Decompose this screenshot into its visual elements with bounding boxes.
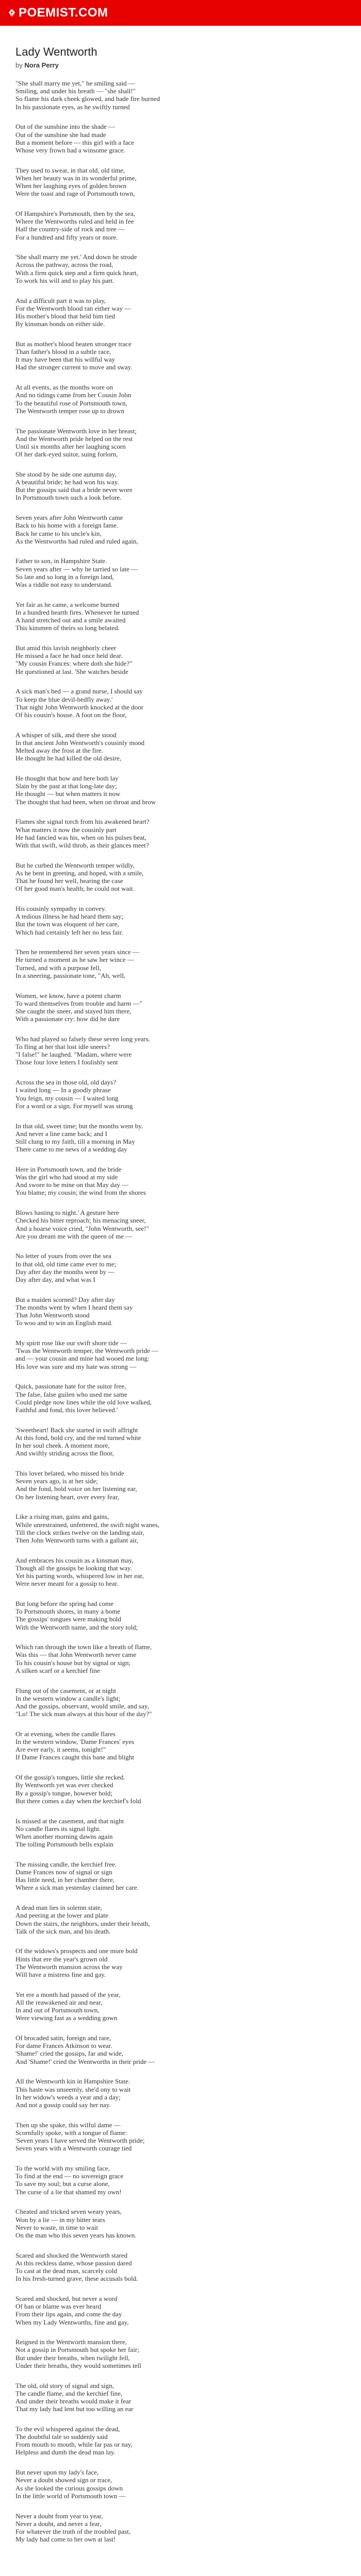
poem-line: You feign, my cousin — I waited long (15, 1094, 119, 1102)
poem-line: The false, false guilen who used me same (15, 1390, 127, 1398)
poem-line: In her soul cheek. A moment more, (15, 1442, 110, 1450)
poem-line: To his cousin's house but by signal or sign; (15, 1658, 131, 1667)
poem-line: The passionate Wentworth love in her breast; (15, 427, 137, 435)
poem-line: And a difficult part it was to play, (15, 296, 106, 304)
poem-line: And under their breaths would make it fear (15, 2397, 132, 2405)
poem-line: Never to waste, in time to wait (15, 2223, 98, 2231)
poem-line: Like a rising man, gains and gains, (15, 1513, 109, 1521)
poem-line: All the reawakened air and near, (15, 1998, 103, 2006)
poem-line: Day after day the months went by — (15, 1267, 115, 1276)
poem-line: What matters it now the cousinly part (15, 825, 117, 834)
poem-line: He thought that how and here both lay (15, 774, 119, 782)
stanza (15, 1904, 346, 1935)
poem-line: Across the sea in those old, old days? (15, 1078, 116, 1087)
poem-line: "She shall marry me yet," he smiling said — (15, 79, 135, 87)
stanza (15, 948, 346, 979)
poem-line: To find at the end — no sovereign grace (15, 2172, 124, 2180)
poem-line: Of Hampshire's Portsmouth, then by the sea, (15, 209, 135, 217)
poem-line: Turned, and with a purpose fell, (15, 963, 101, 972)
poem-line: But a maiden scorned? Day after day (15, 1295, 115, 1303)
stanza (15, 1860, 346, 1892)
poem-line: Is missed at the casement, and that night (15, 1817, 124, 1825)
poem-line: The Wentworth temper rose up to drown (15, 406, 124, 415)
poem-line: To work his will and to play his part. (15, 276, 114, 284)
poem-line: The curse of a lie that shamed my own! (15, 2188, 122, 2196)
stanza (15, 687, 346, 719)
poem-line: Seven years ago, is at her side; (15, 1477, 98, 1485)
poem-line: That my lady had lent but too willing an ear (15, 2405, 134, 2413)
poem-line: Scared and shocked, but never a word (15, 2294, 118, 2302)
poem-line: In her widow's weeds a year and a day; (15, 2093, 121, 2101)
poem-line: When my Lady Wentworths, fine and gay, (15, 2318, 129, 2326)
poem-line: With a firm quick step and a firm quick heart, (15, 268, 138, 277)
poem-line: Still clung to my faith, till a morning in May (15, 1137, 135, 1145)
poem-line: Were never meant for a gossip to hear. (15, 1580, 119, 1588)
stanza (15, 1252, 346, 1283)
poem-line: In the little world of Portsmouth town — (15, 2492, 126, 2500)
poem-line: From mouth to mouth, while far pas or nay, (15, 2441, 133, 2449)
poem-line: Half the country-side of rock and tree — (15, 225, 125, 233)
stanza (15, 2121, 346, 2153)
stanza (15, 1556, 346, 1588)
poem-line: The Wentworth mansion across the way (15, 1962, 123, 1971)
poem-line: The candle flame, and the kerchief fine, (15, 2389, 123, 2397)
stanza (15, 1035, 346, 1066)
stanza (15, 166, 346, 198)
poem-line: For a hundred and fifty years or more. (15, 233, 118, 241)
poem-line: Down the stairs, the neighbors, under their breath, (15, 1919, 150, 1927)
poem-line: Dame Frances now of signal or sign (15, 1868, 112, 1876)
poem-line: In his fresh-turned grave, these accusals bold. (15, 2275, 138, 2283)
site-logo[interactable] (7, 6, 108, 20)
poem-line: But the gossips said that a bride never wore (15, 486, 133, 494)
poem-line: On the man who this seven years has known. (15, 2231, 137, 2239)
poem-line: With the Wentworth name, and the story told; (15, 1623, 138, 1631)
poem-line: And the fond, bold voice on her listening ear, (15, 1485, 137, 1493)
stanza (15, 731, 346, 762)
poem-line: No letter of yours from over the sea (15, 1252, 111, 1260)
poem-line: At this fond, bold cry, and the red turned white (15, 1433, 141, 1442)
poem-line: "Lo! The sick man always at this hour of the day?" (15, 1710, 152, 1718)
poem-line: That John Wentworth stood (15, 1311, 90, 1319)
poem-line: Where a sick man yesterday claimed her care. (15, 1884, 139, 1892)
stanza (15, 557, 346, 588)
poem-line: To Portsmouth shores, in many a home (15, 1607, 121, 1616)
poem-line: For the Wentworth blood ran either way — (15, 304, 132, 312)
poem-line: To keep the blue devil-bedfly away.' (15, 695, 113, 703)
stanza (15, 2295, 346, 2326)
poem-line: Are ever early, it seems, tonight!" (15, 1745, 106, 1754)
poem-line: He thought he had killed the old desire, (15, 754, 122, 762)
poem-line: By a gossip's tongue, however bold; (15, 1789, 112, 1797)
poem-body (15, 79, 346, 2555)
stanza (15, 1643, 346, 1674)
poem-line: The missing candle, the kerchief free. (15, 1860, 117, 1868)
stanza (15, 1773, 346, 1805)
stanza (15, 1817, 346, 1849)
stanza (15, 1339, 346, 1370)
poem-line: Were viewing fast as a wedding gown (15, 2014, 118, 2022)
stanza (15, 79, 346, 111)
poem-line: Out of the sunshine she had made (15, 130, 106, 139)
poem-line: Day after day, and what was I (15, 1276, 95, 1284)
poem-line: Checked his bitter reproach; his menacing sneer, (15, 1216, 146, 1225)
poem-line: In Portsmouth town such a look before. (15, 494, 122, 502)
poem-line: To woo and to win an English maid. (15, 1319, 113, 1327)
poem-line: That he found her well, hearing the case (15, 877, 123, 885)
stanza (15, 601, 346, 632)
poem-line: He questioned at last. 'She watches beside (15, 667, 128, 675)
poem-line: At this reckless dame, whose passion dared (15, 2259, 132, 2267)
stanza (15, 905, 346, 936)
stanza (15, 2425, 346, 2456)
poem-line: Won by a lie — in my bitter tears (15, 2215, 105, 2224)
poem-line: But the town was eloquent of her care, (15, 920, 119, 928)
poem-line: Never a doubt from year to year, (15, 2512, 103, 2520)
poem-line: And the gossips, observant, would smile, and say, (15, 1702, 149, 1710)
poem-line: Of her good man's health; he could not wait. (15, 885, 135, 893)
poem-line: When her laughing eyes of golden brown (15, 182, 127, 190)
poem-line: Then up she spake, this wilful dame — (15, 2121, 121, 2129)
poem-line: Of the widows's prospects and one more bold (15, 1947, 138, 1955)
poem-line: Yet fair as he came, a welcome burned (15, 600, 119, 608)
stanza (15, 1469, 346, 1501)
poem-line: Talk of the sick man, and his death. (15, 1927, 111, 1935)
stanza (15, 774, 346, 806)
poem-line: Until six months after her laughing scorn (15, 442, 126, 450)
poem-line: Was a riddle not easy to understand. (15, 581, 112, 589)
poem-line: 'Seven years I have served the Wentworth pride; (15, 2137, 145, 2145)
poem-line: And 'Shame!' cried the Wentworths in their pride — (15, 2057, 155, 2065)
poem-line: Was this — that John Wentworth never came (15, 1651, 137, 1659)
poem-line: Though all the gossips be looking that way. (15, 1564, 132, 1572)
poem-line: It may have been that his willful way (15, 355, 116, 364)
poem-line: The thought that had been, when on throat and brow (15, 798, 156, 806)
stanza (15, 514, 346, 545)
poem-line: This haste was unseemly, she'd ony to wait (15, 2085, 131, 2093)
poem-line: Flames she signal torch from his awakened heart? (15, 818, 150, 826)
poem-line: For whatever the truth of the troubled past, (15, 2527, 131, 2535)
poem-line: "My cousin Frances: where doth she hide?" (15, 659, 133, 668)
poem-line: This lover belated, who missed his bride (15, 1469, 124, 1477)
poem-line: Seven years after — why he tarried so late — (15, 565, 138, 573)
poem-line: When her beauty was in its wonderful prime, (15, 174, 137, 182)
poem-line: This kinsmen of theirs so long belated. (15, 624, 120, 632)
stanza (15, 427, 346, 459)
poem-line: Blows hasting to night.' A gesture here (15, 1209, 119, 1217)
stanza (15, 992, 346, 1023)
poem-line: At all events, as the months wore on (15, 383, 113, 392)
poem-line: 'Twas the Wentworth temper, the Wentworth pride — (15, 1347, 159, 1355)
poem-line: Women, we know, have a potent charm (15, 991, 121, 999)
poem-line: So late and so long in a foreign land, (15, 572, 114, 581)
poem-line: But as mother's blood beaten stronger trace (15, 340, 132, 348)
poem-line: In that old, sweet time; but the months went by. (15, 1122, 143, 1130)
poem-line: 'She shall marry me yet.' And down he strode (15, 253, 137, 261)
poem-line: Of ban or blame was ever heard (15, 2302, 102, 2311)
poem-line: To fling at her that lost idle sneers? (15, 1043, 110, 1051)
poem-line: His mother's blood that held him tied (15, 312, 115, 320)
poem-line: If Dame Frances caught this bane and blight (15, 1753, 134, 1761)
poem-line: To the world with my smiling face, (15, 2164, 110, 2172)
poem-line: Was the girl who had stood at my side (15, 1173, 118, 1181)
poem-line: Here in Portsmouth town, and the bride (15, 1165, 122, 1173)
poem-line: Across the pathway, across the road, (15, 261, 113, 269)
poem-line: In a sneering, passionate tone, "Ah, well, (15, 971, 126, 979)
poem-line: His cousinly sympathy in convey. (15, 904, 106, 912)
poem-line: While unrestrained, unfettered, the swift night wanes, (15, 1520, 160, 1529)
stanza (15, 818, 346, 849)
poem-line: Out of the sunshine into the shade — (15, 123, 116, 131)
stanza (15, 2034, 346, 2065)
poem-line: Reigned in the Wentworth mansion there, (15, 2338, 127, 2346)
poem-line: But he curbed the Wentworth temper wildly, (15, 861, 135, 869)
poem-line: The old, old story of signal and sign, (15, 2381, 114, 2389)
stanza (15, 1513, 346, 1544)
poem-line: Back to his home with a foreign fame. (15, 521, 119, 530)
poem-line: A dead man lies in solemn state, (15, 1904, 102, 1912)
poem-line: He turned a moment as he saw her wince — (15, 956, 134, 964)
poem-line: Seven years with a Wentworth courage tied (15, 2144, 132, 2153)
stanza (15, 644, 346, 675)
poem-line: Or at evening, when the candle flares (15, 1730, 116, 1738)
poem-line: Of brocaded satin, foreign and rare, (15, 2034, 111, 2042)
stanza (15, 2382, 346, 2413)
poem-line: Quick, passionate hate for the suitor free, (15, 1382, 126, 1391)
poem-line: In the western window a candle's light; (15, 1694, 121, 1702)
poem-line: Slain by the past at that long-late day; (15, 782, 117, 790)
poem-line: You blame; my cousin; the wind from the shores (15, 1189, 146, 1197)
poem-line: With a passionate cry: how did he dare (15, 1015, 120, 1023)
poem-byline (15, 61, 59, 69)
poem-line: But never upon my lady's face, (15, 2468, 99, 2477)
poem-line: Cheated and tricked seven weary years, (15, 2208, 122, 2216)
poem-line: All the Wentworth kin in Hampshire State. (15, 2077, 130, 2086)
poem-line: Faithful and fond, this lover believed.' (15, 1405, 118, 1414)
poem-line: Than father's blood in a subtle race, (15, 348, 111, 356)
poem-line: He missed a face he had once held dear. (15, 652, 123, 660)
poem-line: Then John Wentworth turns with a gallant air, (15, 1536, 138, 1544)
poem-line: Never a doubt showed sign or trace, (15, 2476, 112, 2484)
poem-line: Those four love letters I foolishly sent (15, 1058, 118, 1066)
poem-line: My spirit rose like our swift shore tide — (15, 1339, 127, 1347)
poem-line: By Wentworth yet was ever checked (15, 1781, 113, 1789)
stanza (15, 1122, 346, 1154)
stanza (15, 1078, 346, 1110)
poem-line: No candle flares its signal light. (15, 1824, 101, 1833)
poem-line: And no tidings came from her Cousin John (15, 391, 132, 399)
poem-line: Scared and shocked the Wentworth stared (15, 2251, 128, 2259)
stanza (15, 1165, 346, 1197)
poem-line: And never a line came back; and I (15, 1129, 107, 1138)
stanza (15, 123, 346, 154)
poem-line: His love was sure and my hate was strong — (15, 1362, 137, 1370)
poem-line: Whose very frown had a winsome grace. (15, 146, 125, 154)
poem-line: My lady had come to her own at last! (15, 2535, 116, 2544)
poem-line: 'Shame!' cried the gossips, far and wide, (15, 2049, 124, 2058)
poem-line: 'Sweetheart! Back she started in swift affright (15, 1426, 138, 1434)
stanza (15, 210, 346, 241)
poem-line: Could pledge now lines while the old love walked, (15, 1398, 152, 1406)
poem-line: With that swift, wild throb, as their glances meet? (15, 841, 149, 849)
author-link[interactable]: Nora Perry (24, 61, 59, 69)
poem-line: Not a gossip in Portsmouth but spoke her fair; (15, 2346, 139, 2354)
poem-line: To the evil whispered against the dead, (15, 2425, 120, 2433)
stanza (15, 1382, 346, 1414)
poem-line: And not a gossip could say her nay. (15, 2100, 111, 2109)
poem-line: Yet ere a month had passed of the year, (15, 1990, 121, 1998)
poem-line: And embraces his cousin as a kinsman may, (15, 1556, 134, 1564)
stanza (15, 340, 346, 371)
poem-line: Which had certainly left her no less fair. (15, 928, 123, 936)
poem-line: A silken scarf or a kerchief fine (15, 1666, 100, 1674)
poem-line: Were the toast and rage of Portsmouth town, (15, 190, 135, 198)
poem-line: He thought — but when matters it now (15, 790, 121, 798)
stanza (15, 253, 346, 284)
stanza (15, 2468, 346, 2500)
poem-line: On her listening heart, over every fear, (15, 1493, 119, 1501)
stanza (15, 1209, 346, 1240)
poem-line: When another morning dawns again (15, 1832, 113, 1840)
poem-line: Flung out of the casement, or at night (15, 1686, 116, 1694)
stanza (15, 1730, 346, 1761)
poem-line: To save my soul; but a curse alone, (15, 2180, 110, 2188)
poem-line: Scornfully spoke, with a tongue of flame: (15, 2128, 127, 2137)
poem-line: Of her dark-eyed suitor, suing forlorn, (15, 450, 118, 459)
stanza (15, 470, 346, 502)
poem-line: Father to son, in Hampshire State. (15, 557, 107, 565)
stanza (15, 2208, 346, 2239)
poem-line: And swore to be mine on that May day — (15, 1181, 129, 1189)
stanza (15, 383, 346, 415)
poem-line: Then he remembered her seven years since — (15, 948, 140, 956)
poem-line: Till the clock strikes twelve on the landing stair, (15, 1528, 144, 1536)
stanza (15, 1991, 346, 2022)
poem-line: For a word or a sign. For myself was strong (15, 1101, 133, 1110)
poem-line: A tedious illness he had heard them say; (15, 912, 124, 921)
stanza (15, 1687, 346, 1718)
poem-line: Back he came to his uncle's kin, (15, 529, 102, 537)
poem-line: To the beautiful rose of Portsmouth town, (15, 399, 127, 407)
poem-line: As he bent in greeting, and hoped, with a smile, (15, 869, 144, 877)
poem-line: To cast at the dead man, scarcely cold (15, 2267, 117, 2275)
poem-line: The tolling Portsmouth bells explain (15, 1840, 113, 1849)
poem-line: Melted away the frost at the fire. (15, 747, 104, 755)
stanza (15, 2338, 346, 2369)
stanza (15, 2251, 346, 2283)
poem-line: and — your cousin and mine had wooed me long: (15, 1354, 150, 1363)
poem-line: Who had played so falsely these seven long years. (15, 1035, 151, 1043)
stanza (15, 1296, 346, 1327)
poem-line: For dame Frances Atkinson to wear. (15, 2042, 112, 2050)
poem-line: In and out of Portsmouth town, (15, 2006, 100, 2014)
site-header (0, 0, 361, 26)
poem-line: But long before the spring had come (15, 1599, 113, 1607)
poem-line: Of his cousin's house. A foot on the floor, (15, 710, 127, 719)
poem-line: In the western window, 'Dame Frances' eyes (15, 1738, 135, 1746)
poem-line: In his passionate eyes, as he swiftly turned (15, 103, 130, 111)
poem-line: That night John Wentworth knocked at the door (15, 703, 144, 711)
poem-line: But under their breaths, when twilight fell, (15, 2353, 130, 2362)
poem-line: In that old, old time came ever to me; (15, 1260, 117, 1268)
poem-line: As the Wentworths had ruled and ruled again, (15, 537, 138, 545)
poem-line: Will have a mistress fine and gay. (15, 1971, 106, 1979)
poem-line: Has little need, in her chamber there, (15, 1876, 115, 1884)
poem-line: He had fancied was his, when on his pulses beat, (15, 833, 146, 841)
poem-line: So flame his dark cheek glowed, and bade fire burned (15, 95, 160, 103)
poem-title: Lady Wentworth (15, 45, 97, 58)
poem-line: The months went by when I heard them say (15, 1303, 133, 1311)
poem-line: There came to me news of a wedding day (15, 1145, 127, 1154)
poem-line: As she looked the curious gossips down (15, 2484, 123, 2492)
poem-line: And the Wentworth pride helped on the rest (15, 434, 133, 443)
poem-line: Where the Wentworths ruled and held in fee (15, 217, 134, 226)
poem-line: Are you dream me with the queen of me — (15, 1232, 133, 1240)
poem-line: Under their breaths, they would sometimes tell (15, 2361, 141, 2369)
poem-line: But amid this lavish neighborly cheer (15, 644, 117, 652)
poem-line: Had the stronger current to move and sway. (15, 363, 133, 371)
poem-line: I waited long — In a goodly phrase (15, 1086, 111, 1094)
poem-line: In a hundred hearth fires. Whenever he turned (15, 608, 139, 616)
poem-line: A beautiful bride; he had won his way. (15, 478, 119, 486)
poem-line: From their lips again, and come the day (15, 2310, 122, 2318)
poem-line: In that ancient John Wentworth's cousinly mood (15, 738, 145, 747)
poem-line: Never a doubt, and never a fear, (15, 2519, 102, 2528)
poem-line: By kinsman bonds on either side. (15, 320, 105, 328)
stanza (15, 2512, 346, 2544)
poem-line: She caught the sneer, and stayed him there, (15, 1007, 132, 1015)
poem-line: But there comes a day when the kerchief's fold (15, 1797, 141, 1805)
poem-line: A whisper of silk, and there she stood (15, 731, 117, 739)
poem-line: They used to swear, in that old, old time, (15, 166, 125, 174)
stanza (15, 861, 346, 893)
stanza (15, 2077, 346, 2109)
poem-line: And peering at the lower and plate (15, 1911, 108, 1920)
stanza (15, 1600, 346, 1631)
poem-line: But a moment before — this girl with a face (15, 138, 134, 146)
poem-line: "I false!" he laughed. "Madam, where were (15, 1050, 132, 1059)
poem-line: Helpless and dumb the dead man lay. (15, 2448, 116, 2456)
stanza (15, 1947, 346, 1978)
stanza (15, 1426, 346, 1458)
poem-line: A hand stretched out and a smile awaited (15, 616, 126, 624)
poem-line: Of the gossip's tongues, little she recked. (15, 1773, 125, 1782)
poem-line: The gossips' tongues were making bold (15, 1615, 121, 1623)
poem-line: Which ran through the town like a breath of flame, (15, 1643, 152, 1651)
pen-nib-icon (7, 8, 17, 18)
stanza (15, 2164, 346, 2196)
poem-line: Smiling, and under his breath — "she shall!" (15, 87, 136, 95)
poem-line: A sick man's bed — a grand nurse, I should say (15, 687, 143, 696)
poem-line: She stood by he side one autumn day, (15, 470, 117, 478)
by-label: by (15, 61, 23, 69)
poem-line: Yet his parting words, whispered low in her ear, (15, 1572, 144, 1580)
poem-line: To ward themselves from trouble and harm —" (15, 999, 142, 1007)
poem-line: And a hoarse voice cried, "John Wentworth, see!" (15, 1224, 149, 1232)
stanza (15, 297, 346, 328)
poem-line: And swiftly striding across the floor, (15, 1449, 114, 1458)
poem-line: The doubtful tale so suddenly said (15, 2433, 108, 2441)
logo-text: POEMIST.COM (19, 6, 108, 20)
poem-line: Hints that ere the year's grown old (15, 1955, 108, 1963)
poem-line: Seven years after John Wentworth came (15, 514, 123, 522)
